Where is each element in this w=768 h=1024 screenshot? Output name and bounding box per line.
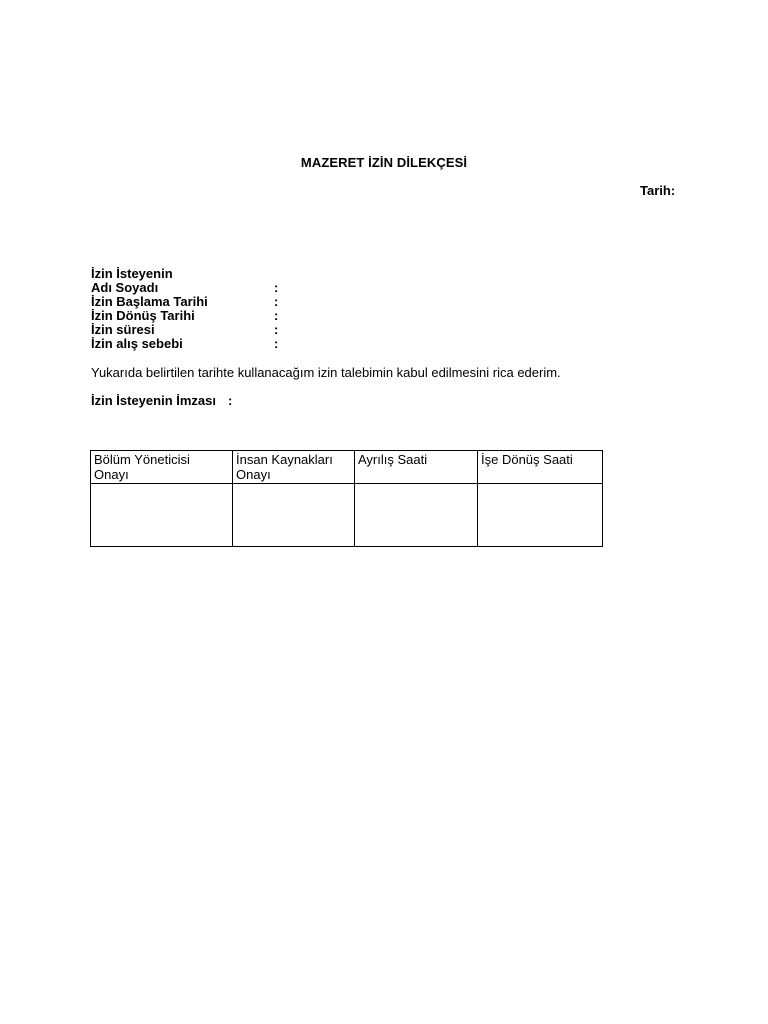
field-separator: : [274, 294, 279, 309]
header-cell-line: Onayı [94, 467, 129, 482]
header-cell-line: İşe Dönüş Saati [481, 452, 573, 467]
header-cell-human-resources [233, 451, 355, 484]
signature-separator: : [228, 393, 233, 408]
field-label-name: Adı Soyadı [91, 280, 159, 295]
header-cell-department-manager [91, 451, 233, 484]
header-cell-return-time [478, 451, 603, 484]
field-separator: : [274, 280, 279, 295]
header-cell-departure-time [355, 451, 478, 484]
field-label-duration: İzin süresi [91, 322, 155, 337]
field-separator: : [274, 336, 279, 351]
header-cell-line: Ayrılış Saati [358, 452, 428, 467]
document-title: MAZERET İZİN DİLEKÇESİ [300, 155, 468, 170]
approval-table-entry-row [91, 484, 603, 547]
header-cell-line: İnsan Kaynakları [236, 452, 333, 467]
field-separator: : [274, 322, 279, 337]
signature-label: İzin İsteyenin İmzası [91, 393, 216, 408]
field-separator: : [274, 308, 279, 323]
approval-table [90, 450, 603, 547]
field-label-start-date: İzin Başlama Tarihi [91, 294, 208, 309]
entry-cell-department-manager [91, 484, 233, 547]
entry-cell-departure-time [355, 484, 478, 547]
date-label: Tarih: [640, 183, 676, 198]
signature-line [91, 393, 233, 408]
section-heading: İzin İsteyenin [91, 266, 173, 281]
field-label-reason: İzin alış sebebi [91, 336, 183, 351]
entry-cell-return-time [478, 484, 603, 547]
field-label-return-date: İzin Dönüş Tarihi [91, 308, 195, 323]
entry-cell-human-resources [233, 484, 355, 547]
request-text: Yukarıda belirtilen tarihte kullanacağım izin talebimin kabul edilmesini rica ederim. [91, 365, 561, 380]
approval-table-header-row [91, 451, 603, 484]
header-cell-line: Bölüm Yöneticisi [94, 452, 190, 467]
header-cell-line: Onayı [236, 467, 271, 482]
